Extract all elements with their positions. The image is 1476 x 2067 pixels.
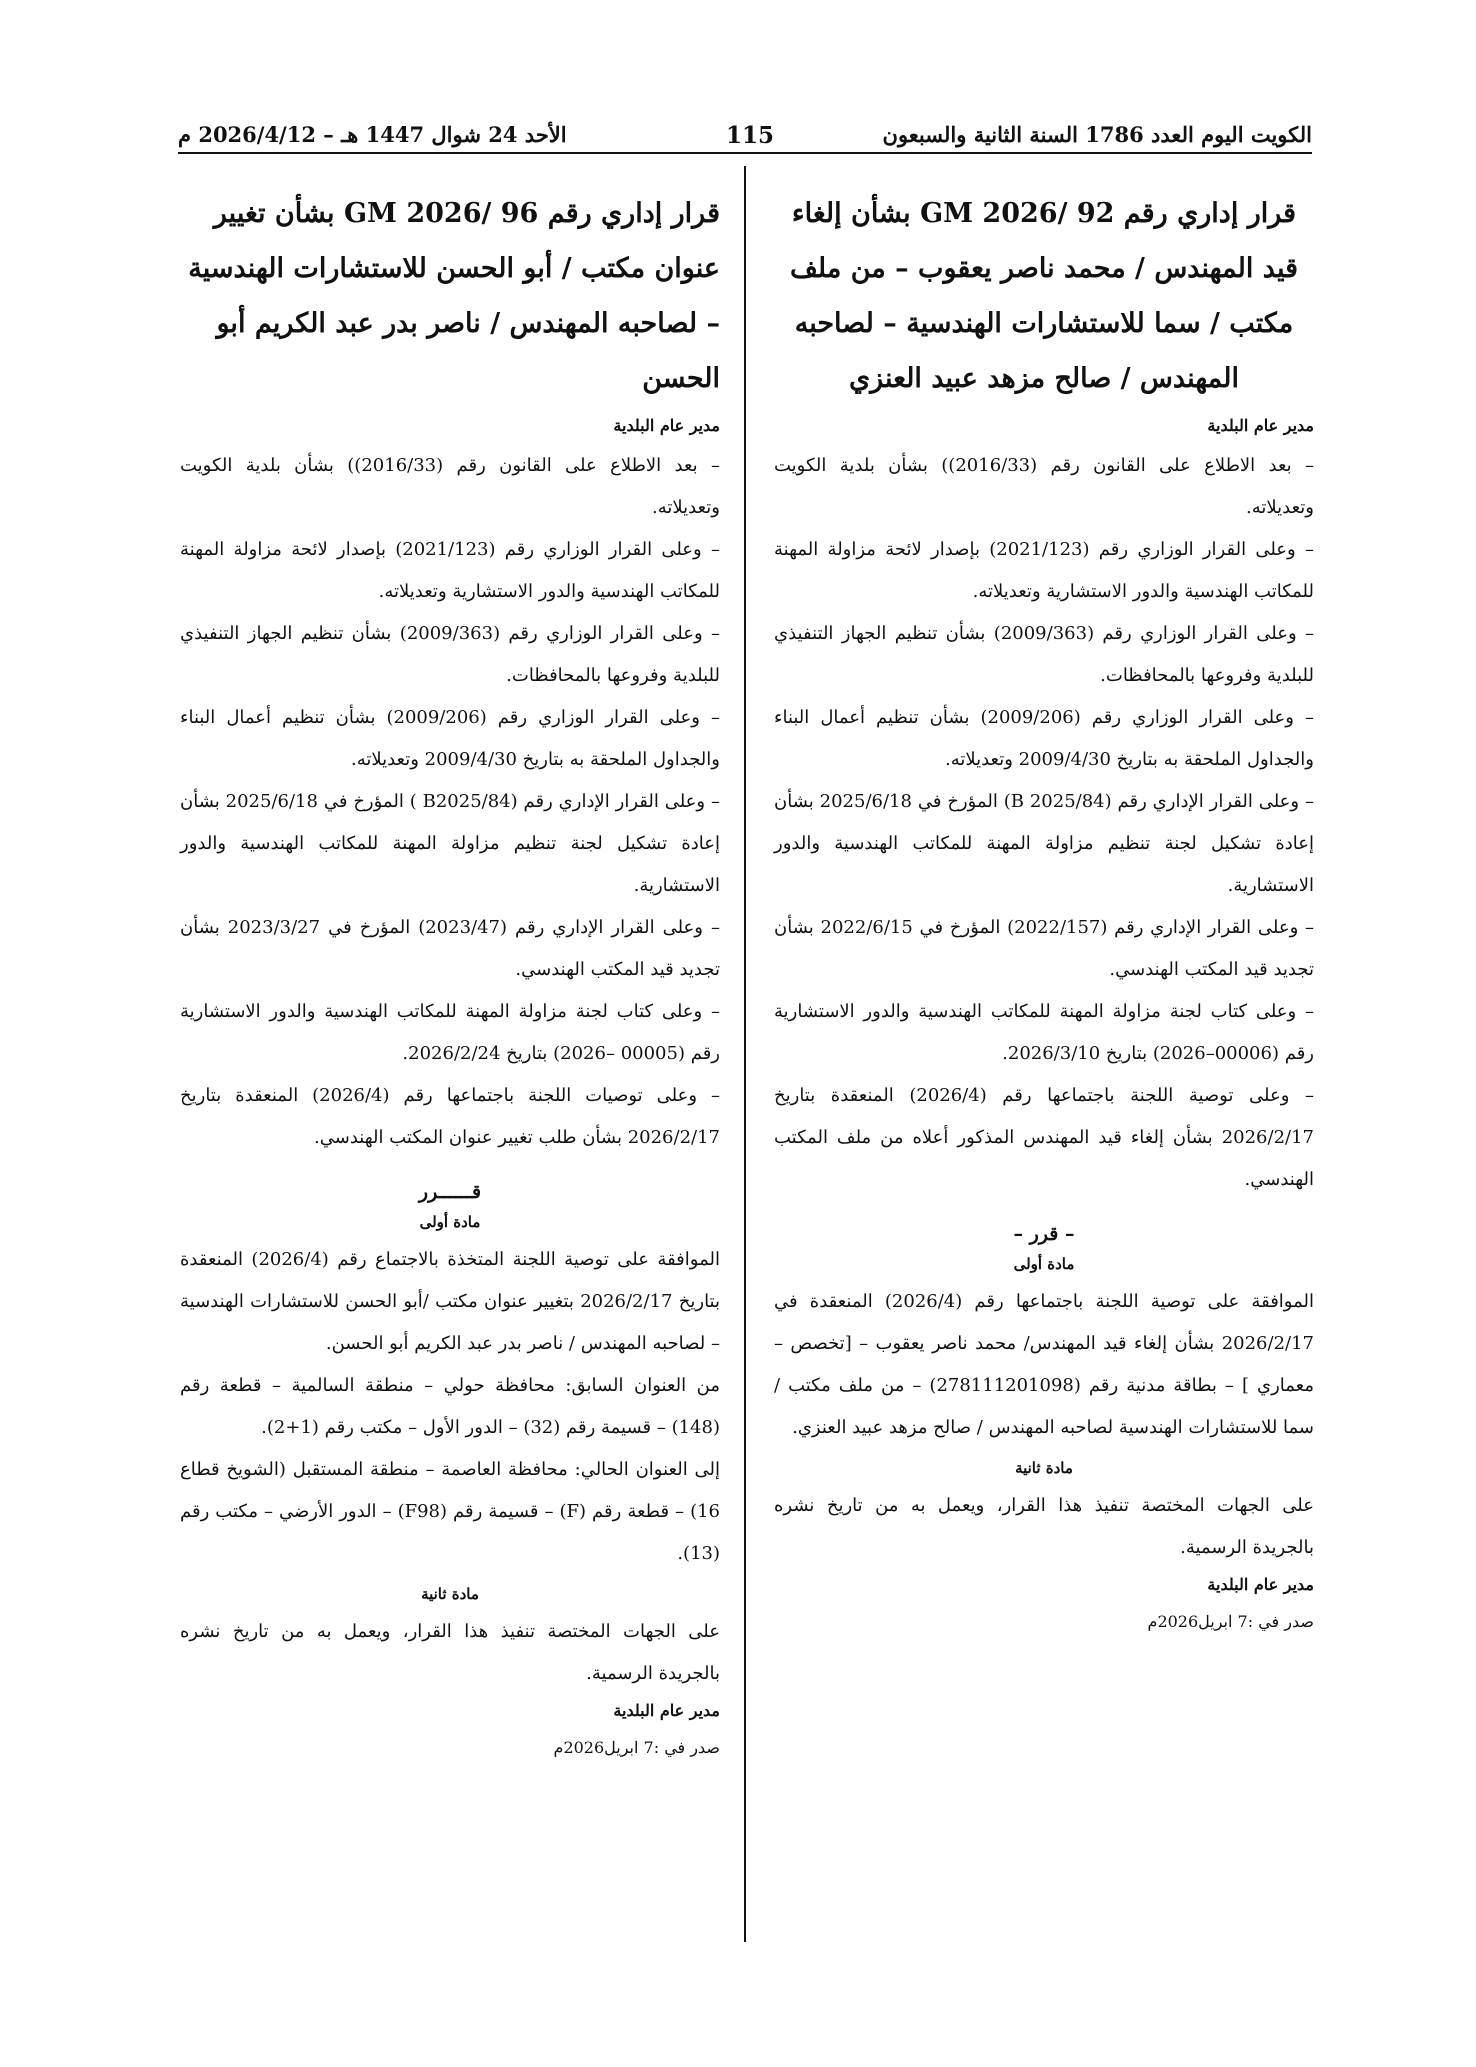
article-2-text: على الجهات المختصة تنفيذ هذا القرار، ويعمل به من تاريخ نشره بالجريدة الرسمية. <box>180 1621 720 1684</box>
preamble-paragraph: – وعلى كتاب لجنة مزاولة المهنة للمكاتب الهندسية والدور الاستشارية رقم (00005 –2026) بتاريخ 2026/2/24. <box>180 1001 720 1064</box>
issuer: مدير عام البلدية <box>1207 416 1314 435</box>
signer: مدير عام البلدية <box>613 1701 720 1720</box>
article-2-text: على الجهات المختصة تنفيذ هذا القرار، ويعمل به من تاريخ نشره بالجريدة الرسمية. <box>774 1495 1314 1558</box>
article-2-heading: مادة ثانية <box>421 1585 479 1603</box>
decision-heading: – قرر – <box>1013 1223 1075 1245</box>
old-address: من العنوان السابق: محافظة حولي – منطقة السالمية – قطعة رقم (148) – قسيمة رقم (32) – الدور الأول – مكتب رقم (1+2). <box>180 1375 720 1438</box>
decision-92-title: قرار إداري رقم 92 /GM 2026 بشأن إلغاء قيد المهندس / محمد ناصر يعقوب – من ملف مكتب / سما للاستشارات الهندسية – لصاحبه المهندس / صالح مزهد عبيد العنزي <box>789 198 1299 394</box>
page-number: 115 <box>726 122 775 149</box>
publication-date: الأحد 24 شوال 1447 هـ – 2026/4/12 م <box>178 122 567 147</box>
article-1-text: الموافقة على توصية اللجنة المتخذة بالاجتماع رقم (2026/4) المنعقدة بتاريخ 2026/2/17 بتغيير عنوان مكتب /أبو الحسن للاستشارات الهندسية – لصاحبه المهندس / ناصر بدر عبد الكريم أبو الحسن. <box>180 1249 721 1354</box>
decision-92 <box>774 186 1314 1631</box>
article-1-heading: مادة أولى <box>419 1213 481 1231</box>
preamble-paragraph: – بعد الاطلاع على القانون رقم (2016/33)) بشأن بلدية الكويت وتعديلاته. <box>180 455 721 518</box>
preamble-paragraph: – وعلى القرار الوزاري رقم (2021/123) بإصدار لائحة مزاولة المهنة للمكاتب الهندسية والدور الاستشارية وتعديلاته. <box>774 539 1315 602</box>
signer: مدير عام البلدية <box>1207 1575 1314 1594</box>
preamble-paragraph: – وعلى القرار الوزاري رقم (2009/206) بشأن تنظيم أعمال البناء والجداول الملحقة به بتاريخ 2009/4/30 وتعديلاته. <box>774 707 1314 770</box>
preamble-paragraph: – وعلى القرار الوزاري رقم (2021/123) بإصدار لائحة مزاولة المهنة للمكاتب الهندسية والدور الاستشارية وتعديلاته. <box>180 539 721 602</box>
preamble-paragraph: – وعلى توصية اللجنة باجتماعها رقم (2026/4) المنعقدة بتاريخ 2026/2/17 بشأن إلغاء قيد المهندس المذكور أعلاه من ملف المكتب الهندسي. <box>774 1085 1314 1190</box>
decision-96 <box>180 186 720 1757</box>
preamble-paragraph: – وعلى القرار الإداري رقم (2025/84 B) المؤرخ في 2025/6/18 بشأن إعادة تشكيل لجنة تنظيم مزاولة المهنة للمكاتب الهندسية والدور الاستشارية. <box>774 791 1314 896</box>
preamble-paragraph: – وعلى القرار الوزاري رقم (2009/363) بشأن تنظيم الجهاز التنفيذي للبلدية وفروعها بالمحافظات. <box>180 623 720 686</box>
decision-heading: قــــــرر <box>418 1181 482 1203</box>
preamble-paragraph: – وعلى القرار الإداري رقم (2022/157) المؤرخ في 2022/6/15 بشأن تجديد قيد المكتب الهندسي. <box>774 917 1315 980</box>
preamble-paragraph: – وعلى القرار الوزاري رقم (2009/363) بشأن تنظيم الجهاز التنفيذي للبلدية وفروعها بالمحافظات. <box>774 623 1314 686</box>
new-address: إلى العنوان الحالي: محافظة العاصمة – منطقة المستقبل (الشويخ قطاع 16) – قطعة رقم (F) – قسيمة رقم (F98) – الدور الأرضي – مكتب رقم (13). <box>180 1459 720 1564</box>
preamble-paragraph: – وعلى القرار الوزاري رقم (2009/206) بشأن تنظيم أعمال البناء والجداول الملحقة به بتاريخ 2009/4/30 وتعديلاته. <box>180 707 720 770</box>
preamble-paragraph: – وعلى كتاب لجنة مزاولة المهنة للمكاتب الهندسية والدور الاستشارية رقم (00006–2026) بتاريخ 2026/3/10. <box>774 1001 1314 1064</box>
issue-date: صدر في :7 ابريل2026م <box>553 1738 720 1757</box>
decision-96-title: قرار إداري رقم 96 /GM 2026 بشأن تغيير عنوان مكتب / أبو الحسن للاستشارات الهندسية – لصاحبه المهندس / ناصر بدر عبد الكريم أبو الحسن <box>188 198 720 394</box>
article-1-heading: مادة أولى <box>1013 1255 1075 1273</box>
article-1-text: الموافقة على توصية اللجنة باجتماعها رقم (2026/4) المنعقدة في 2026/2/17 بشأن إلغاء قيد المهندس/ محمد ناصر يعقوب – [تخصص – معماري ] – بطاقة مدنية رقم (278111201098) – من ملف مكتب / سما للاستشارات الهندسية لصاحبه المهندس / صالح مزهد عبيد العنزي. <box>774 1291 1314 1438</box>
page-header <box>178 118 1312 154</box>
column-divider <box>744 166 746 1942</box>
preamble-paragraph: – بعد الاطلاع على القانون رقم (2016/33)) بشأن بلدية الكويت وتعديلاته. <box>774 455 1315 518</box>
gazette-issue-info: الكويت اليوم العدد 1786 السنة الثانية والسبعون <box>882 122 1312 147</box>
issuer: مدير عام البلدية <box>613 416 720 435</box>
preamble-paragraph: – وعلى القرار الإداري رقم (B2025/84 ) المؤرخ في 2025/6/18 بشأن إعادة تشكيل لجنة تنظيم مزاولة المهنة للمكاتب الهندسية والدور الاستشارية. <box>180 791 720 896</box>
issue-date: صدر في :7 ابريل2026م <box>1147 1612 1314 1631</box>
article-2-heading: مادة ثانية <box>1015 1459 1073 1477</box>
preamble-paragraph: – وعلى توصيات اللجنة باجتماعها رقم (2026/4) المنعقدة بتاريخ 2026/2/17 بشأن طلب تغيير عنوان المكتب الهندسي. <box>180 1085 720 1148</box>
preamble-paragraph: – وعلى القرار الإداري رقم (2023/47) المؤرخ في 2023/3/27 بشأن تجديد قيد المكتب الهندسي. <box>180 917 720 980</box>
